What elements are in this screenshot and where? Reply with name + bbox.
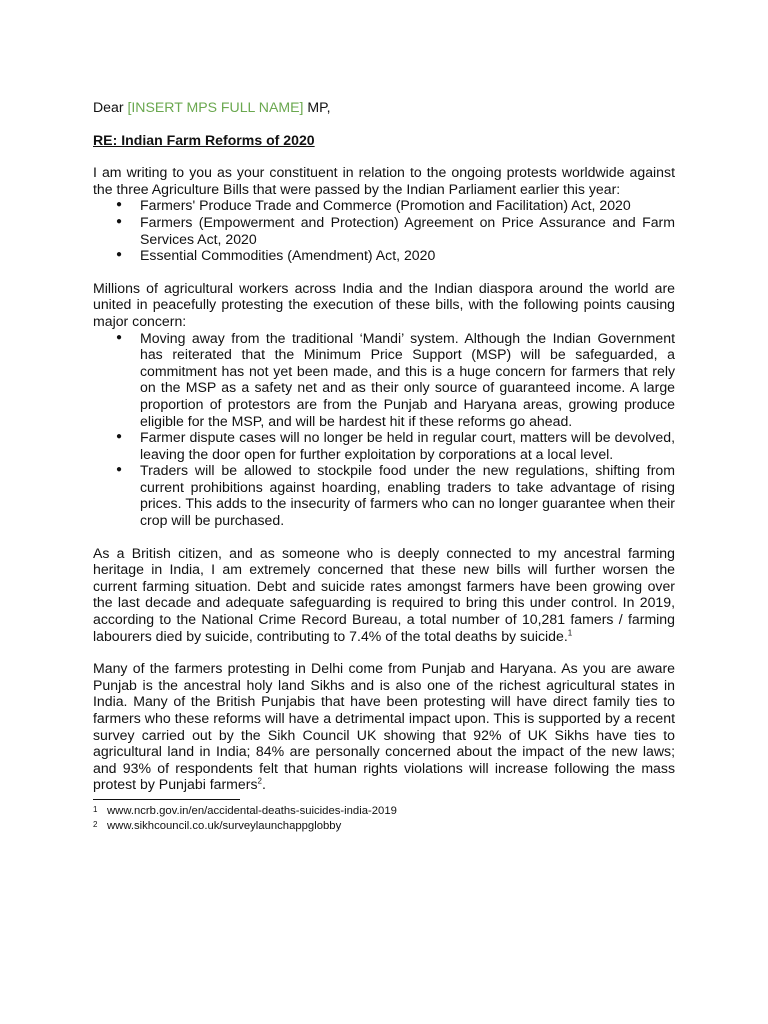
footnote-1 xyxy=(93,804,675,819)
intro-paragraph: I am writing to you as your constituent in relation to the ongoing protests worldwide against the three Agriculture Bills that were passed by the Indian Parliament earlier this year: xyxy=(93,164,675,197)
footnote-ref-1[interactable]: 1 xyxy=(567,627,573,637)
greeting-suffix: MP, xyxy=(303,99,331,115)
bullet-icon: ● xyxy=(116,249,123,261)
punjab-paragraph: Many of the farmers protesting in Delhi come from Punjab and Haryana. As you are aware Punjab is the ancestral holy land Sikhs and is also one of the richest agricultural states in India. Many of the British Punjabis that have been protesting will have direct family ties to farmers who these reforms will have a detrimental impact upon. This is supported by a recent survey carried out by the Sikh Council UK showing that 92% of UK Sikhs have ties to agricultural land in India; 84% are personally concerned about the impact of the new laws; and 93% of respondents felt that human rights violations will increase following the mass protest by Punjabi farmers$^2$. xyxy=(93,660,675,793)
footnote-divider xyxy=(93,799,240,800)
bullet-icon: ● xyxy=(116,331,123,343)
bullet-icon: ● xyxy=(116,199,123,211)
bills-list xyxy=(93,197,675,263)
list-item: ● Traders will be allowed to stockpile food under the new regulations, shifting from current prohibitions against hoarding, enabling traders to take advantage of rising prices. This adds to the insecurity of farmers who can no longer guarantee when their crop will be purchased. xyxy=(116,462,675,529)
footnote-number: 2 xyxy=(93,819,98,829)
footnote-link[interactable]: www.ncrb.gov.in/en/accidental-deaths-suicides-india-2019 xyxy=(107,804,397,817)
bullet-icon: ● xyxy=(116,215,123,227)
footnote-link[interactable]: www.sikhcouncil.co.uk/surveylaunchappglobby xyxy=(107,819,342,832)
footnote-number: 1 xyxy=(93,804,98,814)
list-item: ● Farmers (Empowerment and Protection) Agreement on Price Assurance and Farm Services Act, 2020 xyxy=(116,213,675,247)
greeting-prefix: Dear xyxy=(93,99,128,115)
bullet-icon: ● xyxy=(116,431,123,443)
list-item: ● Essential Commodities (Amendment) Act, 2020 xyxy=(116,247,436,264)
list-item: ● Farmer dispute cases will no longer be held in regular court, matters will be devolved, leaving the door open for further exploitation by corporations at a local level. xyxy=(116,429,675,462)
list-item: ● Farmers' Produce Trade and Commerce (Promotion and Facilitation) Act, 2020 xyxy=(116,197,631,214)
subject-line: RE: Indian Farm Reforms of 2020 xyxy=(93,131,315,148)
list-item: ● Moving away from the traditional ‘Mandi’ system. Although the Indian Government has reiterated that the Minimum Price Support (MSP) will be safeguarded, a commitment has not yet been made, and this is a huge concern for farmers that rely on the MSP as a safety net and as their only source of guaranteed income. A large proportion of protestors are from the Punjab and Haryana areas, growing produce eligible for the MSP, and will be hardest hit if these reforms go ahead. xyxy=(116,329,675,429)
footnote-2 xyxy=(93,819,675,834)
bullet-icon: ● xyxy=(116,464,123,476)
citizen-paragraph: As a British citizen, and as someone who is deeply connected to my ancestral farming heritage in India, I am extremely concerned that these new bills will further worsen the current farming situation. Debt and suicide rates amongst farmers have been growing over the last decade and adequate safeguarding is required to bring this under control. In 2019, according to the National Crime Record Bureau, a total number of 10,281 famers / farming labourers died by suicide, contributing to 7.4% of the total deaths by suicide.$^1$ xyxy=(93,544,675,644)
footnote-ref-2[interactable]: 2 xyxy=(257,776,262,786)
concerns-intro-paragraph: Millions of agricultural workers across India and the Indian diaspora around the world are united in peacefully protesting the execution of these bills, with the following points causing major concern: xyxy=(93,279,675,329)
concerns-list xyxy=(93,330,675,529)
mp-name-placeholder: [INSERT MPS FULL NAME] xyxy=(127,99,304,115)
greeting xyxy=(93,99,675,116)
